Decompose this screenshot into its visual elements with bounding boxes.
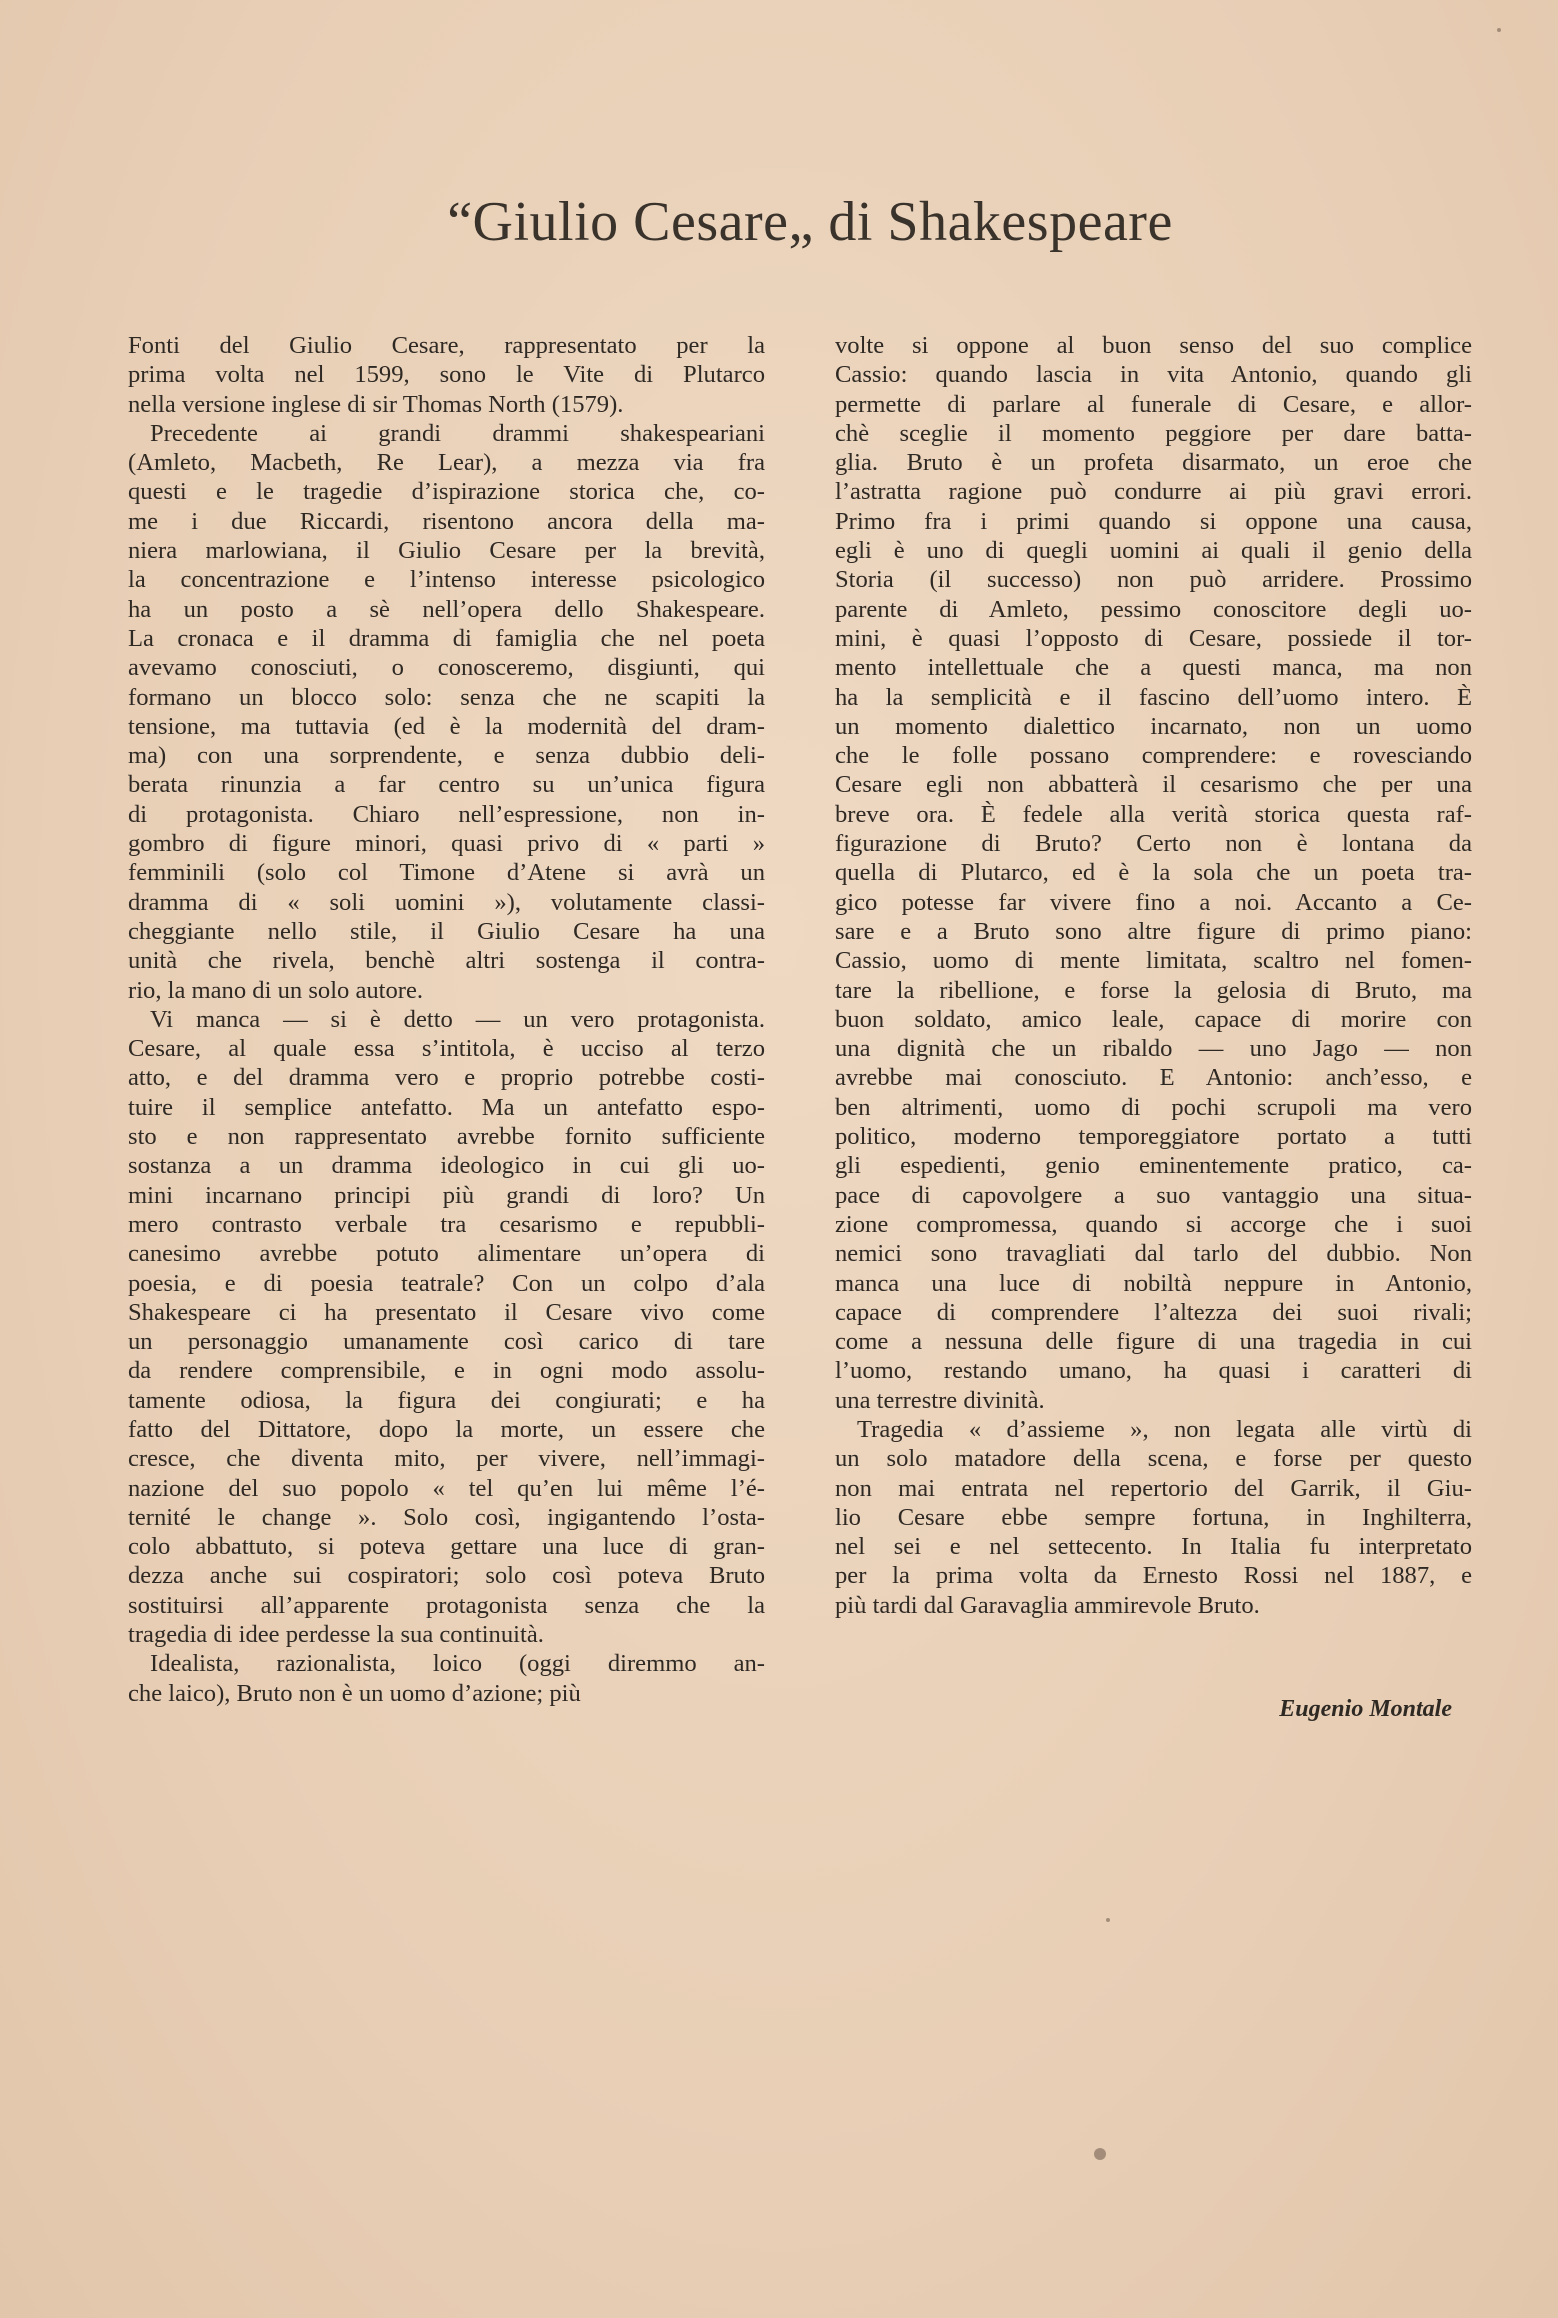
text-line: da rendere comprensibile, e in ogni modo assolu- xyxy=(128,1357,765,1385)
text-line: glia. Bruto è un profeta disarmato, un eroe che xyxy=(835,449,1472,477)
text-line: Shakespeare ci ha presentato il Cesare vivo come xyxy=(128,1298,765,1326)
text-line: gli espedienti, genio eminentemente pratico, ca- xyxy=(835,1152,1472,1180)
text-line: un momento dialettico incarnato, non un uomo xyxy=(835,712,1472,740)
text-line: parente di Amleto, pessimo conoscitore degli uo- xyxy=(835,595,1472,623)
text-line: Precedente ai grandi drammi shakespeariani xyxy=(150,419,765,447)
text-line: la concentrazione e l’intenso interesse psicologico xyxy=(128,566,765,594)
text-line: formano un blocco solo: senza che ne scapiti la xyxy=(128,683,765,711)
text-line: mini incarnano principi più grandi di loro? Un xyxy=(128,1181,765,1209)
text-line: sostanza a un dramma ideologico in cui gli uo- xyxy=(128,1152,765,1180)
author-signature: Eugenio Montale xyxy=(1279,1696,1452,1722)
text-line: berata rinunzia a far centro su un’unica figura xyxy=(128,771,765,799)
text-line: Tragedia « d’assieme », non legata alle virtù di xyxy=(857,1415,1472,1443)
text-line: l’uomo, restando umano, ha quasi i caratteri di xyxy=(835,1357,1472,1385)
text-line: atto, e del dramma vero e proprio potrebbe costi- xyxy=(128,1064,765,1092)
text-line: rio, la mano di un solo autore. xyxy=(128,976,424,1004)
text-line: un personaggio umanamente così carico di tare xyxy=(128,1328,765,1356)
paper-speck xyxy=(1497,28,1501,32)
text-line: politico, moderno temporeggiatore portato a tutti xyxy=(835,1123,1472,1151)
text-line: un solo matadore della scena, e forse per questo xyxy=(835,1445,1472,1473)
text-line: prima volta nel 1599, sono le Vite di Plutarco xyxy=(128,361,765,389)
text-line: che laico), Bruto non è un uomo d’azione; più xyxy=(128,1679,581,1707)
paper-speck xyxy=(1106,1918,1110,1922)
left-column xyxy=(128,331,765,1708)
text-line: ma) con una sorprendente, e senza dubbio deli- xyxy=(128,742,765,770)
text-line: egli è uno di quegli uomini ai quali il genio della xyxy=(835,537,1472,565)
text-line: di protagonista. Chiaro nell’espressione, non in- xyxy=(128,800,765,828)
text-line: tare la ribellione, e forse la gelosia di Bruto, ma xyxy=(835,976,1472,1004)
text-line: avevamo conosciuti, o conosceremo, disgiunti, qui xyxy=(128,654,765,682)
text-line: Fonti del Giulio Cesare, rappresentato per la xyxy=(128,332,765,359)
text-line: nel sei e nel settecento. In Italia fu interpretato xyxy=(835,1533,1472,1561)
text-line: sare e a Bruto sono altre figure di primo piano: xyxy=(835,917,1472,945)
text-line: mini, è quasi l’opposto di Cesare, possiede il tor- xyxy=(835,624,1472,652)
text-line: nazione del suo popolo « tel qu’en lui même l’é- xyxy=(128,1474,765,1502)
text-line: tamente odiosa, la figura dei congiurati; e ha xyxy=(128,1386,765,1414)
text-line: (Amleto, Macbeth, Re Lear), a mezza via fra xyxy=(128,449,765,477)
text-line: volte si oppone al buon senso del suo complice xyxy=(835,332,1472,359)
text-line: Cassio, uomo di mente limitata, scaltro nel fomen- xyxy=(835,947,1472,975)
text-line: mento intellettuale che a questi manca, ma non xyxy=(835,654,1472,682)
text-line: capace di comprendere l’altezza dei suoi rivali; xyxy=(835,1298,1472,1326)
text-line: quella di Plutarco, ed è la sola che un poeta tra- xyxy=(835,859,1472,887)
text-line: permette di parlare al funerale di Cesare, e allor- xyxy=(835,390,1472,418)
text-line: fatto del Dittatore, dopo la morte, un essere che xyxy=(128,1415,765,1443)
text-line: gico potesse far vivere fino a noi. Accanto a Ce- xyxy=(835,888,1472,916)
text-line: l’astratta ragione può condurre ai più gravi errori. xyxy=(835,478,1472,506)
text-line: tragedia di idee perdesse la sua continuità. xyxy=(128,1621,544,1649)
text-line: una terrestre divinità. xyxy=(835,1386,1045,1414)
text-line: dramma di « soli uomini »), volutamente classi- xyxy=(128,888,765,916)
text-line: che le folle possano comprendere: e rovesciando xyxy=(835,742,1472,770)
text-line: canesimo avrebbe potuto alimentare un’opera di xyxy=(128,1240,765,1268)
text-line: sostituirsi all’apparente protagonista senza che la xyxy=(128,1591,765,1619)
text-line: niera marlowiana, il Giulio Cesare per la brevità, xyxy=(128,537,765,565)
text-line: avrebbe mai conosciuto. E Antonio: anch’esso, e xyxy=(835,1064,1472,1092)
text-line: per la prima volta da Ernesto Rossi nel 1887, e xyxy=(835,1562,1472,1590)
text-line: pace di capovolgere a suo vantaggio una situa- xyxy=(835,1181,1472,1209)
text-line: manca una luce di nobiltà neppure in Antonio, xyxy=(835,1269,1472,1297)
text-line: cresce, che diventa mito, per vivere, nell’immagi- xyxy=(128,1445,765,1473)
text-line: tuire il semplice antefatto. Ma un antefatto espo- xyxy=(128,1093,765,1121)
text-line: ha la semplicità e il fascino dell’uomo intero. È xyxy=(835,683,1472,711)
text-line: colo abbattuto, si poteva gettare una luce di gran- xyxy=(128,1533,765,1561)
text-line: Primo fra i primi quando si oppone una causa, xyxy=(835,507,1472,535)
text-line: buon soldato, amico leale, capace di morire con xyxy=(835,1005,1472,1033)
text-line: Storia (il successo) non può arridere. Prossimo xyxy=(835,566,1472,594)
text-line: unità che rivela, benchè altri sostenga il contra- xyxy=(128,947,765,975)
text-line: ben altrimenti, uomo di pochi scrupoli ma vero xyxy=(835,1093,1472,1121)
text-line: zione compromessa, quando si accorge che i suoi xyxy=(835,1210,1472,1238)
text-line: sto e non rappresentato avrebbe fornito sufficiente xyxy=(128,1123,765,1151)
text-line: Idealista, razionalista, loico (oggi diremmo an- xyxy=(150,1650,765,1678)
text-line: lio Cesare ebbe sempre fortuna, in Inghilterra, xyxy=(835,1503,1472,1531)
text-line: La cronaca e il dramma di famiglia che nel poeta xyxy=(128,624,765,652)
text-line: più tardi dal Garavaglia ammirevole Bruto. xyxy=(835,1591,1260,1619)
text-line: me i due Riccardi, risentono ancora della ma- xyxy=(128,507,765,535)
text-line: mero contrasto verbale tra cesarismo e repubbli- xyxy=(128,1210,765,1238)
text-line: gombro di figure minori, quasi privo di « parti » xyxy=(128,830,765,858)
text-line: dezza anche sui cospiratori; solo così poteva Bruto xyxy=(128,1562,765,1590)
text-line: Cassio: quando lascia in vita Antonio, quando gli xyxy=(835,361,1472,389)
text-line: nella versione inglese di sir Thomas North (1579). xyxy=(128,390,624,418)
text-line: ha un posto a sè nell’opera dello Shakespeare. xyxy=(128,595,765,623)
text-line: femminili (solo col Timone d’Atene si avrà un xyxy=(128,859,765,887)
text-line: Cesare egli non abbatterà il cesarismo che per una xyxy=(835,771,1472,799)
text-line: come a nessuna delle figure di una tragedia in cui xyxy=(835,1328,1472,1356)
right-column xyxy=(835,331,1472,1620)
text-line: breve ora. È fedele alla verità storica questa raf- xyxy=(835,800,1472,828)
text-line: nemici sono travagliati dal tarlo del dubbio. Non xyxy=(835,1240,1472,1268)
text-line: poesia, e di poesia teatrale? Con un colpo d’ala xyxy=(128,1269,765,1297)
article-title: “Giulio Cesare„ di Shakespeare xyxy=(447,191,1173,253)
text-line: ternité le change ». Solo così, ingigantendo l’osta- xyxy=(128,1503,765,1531)
text-line: tensione, ma tuttavia (ed è la modernità del dram- xyxy=(128,712,765,740)
text-line: cheggiante nello stile, il Giulio Cesare ha una xyxy=(128,917,765,945)
text-line: Cesare, al quale essa s’intitola, è ucciso al terzo xyxy=(128,1035,765,1063)
text-line: non mai entrata nel repertorio del Garrik, il Giu- xyxy=(835,1474,1472,1502)
text-line: una dignità che un ribaldo — uno Jago — non xyxy=(835,1035,1472,1063)
text-line: Vi manca — si è detto — un vero protagonista. xyxy=(150,1005,765,1033)
text-line: questi e le tragedie d’ispirazione storica che, co- xyxy=(128,478,765,506)
text-line: figurazione di Bruto? Certo non è lontana da xyxy=(835,830,1472,858)
paper-speck xyxy=(1094,2148,1106,2160)
text-line: chè sceglie il momento peggiore per dare batta- xyxy=(835,419,1472,447)
